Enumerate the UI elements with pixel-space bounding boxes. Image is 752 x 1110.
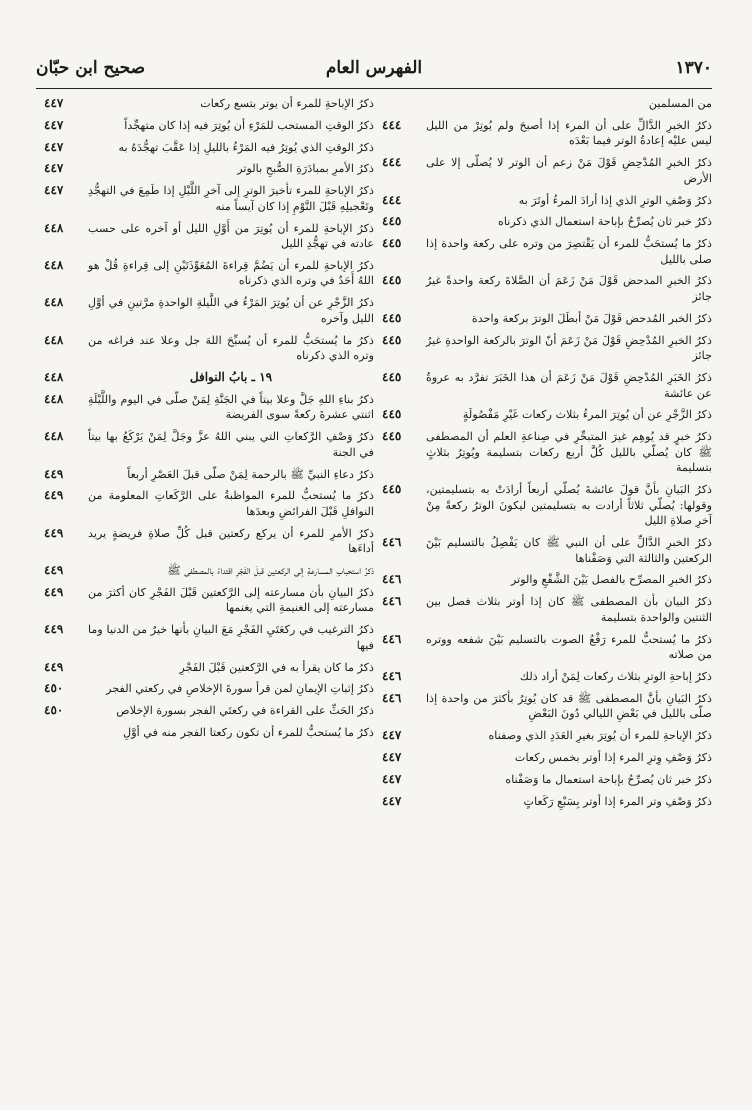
section-heading [44,370,374,386]
entry-text: ذكرُ خبر ثان يُصرِّحُ بإباحة استعمال الذي ذكرناه [497,215,712,229]
entry-text: ١٩ ـ بابُ النوافل [189,370,273,384]
entry-text: ذكرُ الأمرِ للمرء أن يركع ركعتين قبل كُلِّ صلاةِ فريضةٍ يريد أداءَها [88,526,374,556]
index-entry [44,161,374,177]
page-header [36,54,712,88]
entry-page-number: ٤٤٧ [382,771,402,786]
entry-page-number: ٤٤٦ [382,631,402,646]
book-title: صحيح ابن حبّان [36,58,146,78]
entry-text: ذكرُ وَصْفِ الرَّكعاتِ التي يبني اللهُ عزَّ وجَلَّ لِمَنْ يَرْكَعُ بها بيتاً في الجنة [88,430,374,459]
index-entry [382,429,712,476]
index-entry [382,311,712,327]
index-entry [382,572,712,588]
index-entry [44,140,374,156]
entry-text: ذكرُ الوقتِ الذي يُوتِرُ فيه المَرْءُ بالليلِ إذا عَقَّبَ تهجُّدَهُ به [118,140,374,154]
entry-page-number: ٤٤٥ [382,429,402,444]
index-entry [44,96,374,112]
entry-page-number: ٤٤٩ [44,563,64,578]
entry-page-number: ٤٤٥ [382,310,402,325]
index-entry [44,681,374,697]
entry-text: ذكرُ إباحةِ الوترِ بثلاث ركعات لِمَنْ أراد ذلك [519,670,712,683]
entry-text: ذكرُ ما يُستحَبُّ للمرء أن يَقْتصِرَ من وتره على ركعة واحدة إذا صلى بالليل [426,237,712,266]
entry-page-number: ٤٤٥ [382,407,402,422]
entry-text: ذكرُ ما يُستحبُّ للمرء رَفْعُ الصوت بالتسليم بَيْنَ شفعه ووتره من صلاته [426,632,712,662]
index-entry [44,585,374,616]
index-entry [382,273,712,304]
entry-text: ذكرُ الوقتِ المستحب للمَرْءِ أن يُوتِرَ فيه إذا كان متهجِّداً [124,118,374,132]
entry-page-number: ٤٤٨ [44,429,64,444]
entry-page-number: ٤٤٧ [44,183,64,198]
entry-page-number: ٤٤٧ [44,139,64,154]
entry-text: ذكرُ ما يُستحبُّ للمرء أن تكون ركعتا الفجر منه في أوَّلِ [123,725,374,739]
index-entry [44,118,374,134]
index-entry [44,467,374,483]
entry-text: ذكرُ الزَّجْرِ عن أن يُوتِرَ المَرْءُ في اللَّيلةِ الواحدةِ مرَّتينِ في أوَّلِ الليل وآخره [88,296,374,325]
section-title: الفهرس العام [325,58,423,78]
index-entry [382,691,712,722]
entry-text: ذكرُ الحَثِّ على القراءة في ركعتَي الفجر بسورة الإخلاص [116,704,374,718]
entry-text: ذكرُ ما كان يقرأ به في الرَّكعتين قَبْلَ الفَجْرِ [179,660,374,674]
index-entry [382,669,712,685]
index-entry [382,193,712,209]
entry-page-number: ٤٤٨ [44,332,64,347]
index-entry [44,660,374,676]
entry-text: ذكرُ خبر ثان يُصرِّحُ بإباحة استعمال ما وَصَفْناه [505,772,712,786]
index-entry [44,725,374,741]
entry-page-number: ٤٤٤ [382,192,402,207]
index-entry [382,96,712,112]
index-entry [382,214,712,230]
entry-page-number: ٤٤٥ [382,236,402,251]
header-divider [36,88,712,89]
entry-text: ذكرُ وَصْفِ وِترِ المرء إذا أوتر بخمس ركعات [514,750,712,764]
index-entry [44,622,374,653]
entry-text: ذكرُ استحبابِ المسارعةِ إلى الركعتين قبلَ الفَجْرِ اقتداءً بالمصطفى ﷺ [167,564,374,578]
entry-page-number: ٤٤٩ [44,584,64,599]
index-entry [382,535,712,566]
entry-text: ذكرُ وَصْفِ وتر المرء إذا أوتر بِسَبْعِ رَكَعاتٍ [523,794,712,808]
entry-page-number: ٤٤٧ [382,749,402,764]
entry-page-number: ٤٤٥ [382,214,402,229]
entry-page-number: ٤٤٨ [44,220,64,235]
entry-text: ذكرُ الخبرِ المُدْحِضِ قَوْلَ مَنْ زعم أن الوتر لا يُصلّى إلا على الأرض [426,156,712,185]
entry-page-number: ٤٤٦ [382,690,402,705]
index-entry [382,750,712,766]
entry-page-number: ٤٤٩ [44,525,64,540]
entry-text: ذكرُ خبرٍ قد يُوهِم غيرَ المتبحِّرِ في صِناعةِ العلم أن المصطفى ﷺ كان يُصلّي بالليل كُلَّ أربع ركعات بتسليمة ويُوتِرُ بثلاثٍ بتسليمة [426,430,712,475]
entry-text: ذكرُ الخبرِ الدَّالِّ على أن المرء إذا أصبحَ ولم يُوتِرْ من الليل ليس عليْه إعادةُ الوتر فيما بَعْدَه [426,118,712,148]
entry-page-number: ٤٤٩ [44,488,64,503]
entry-page-number: ٤٤٥ [382,482,402,497]
index-entry [44,563,374,579]
index-entry [44,221,374,252]
index-entry [382,482,712,529]
index-entry [44,183,374,214]
entry-page-number: ٤٤٧ [44,96,64,110]
index-entry [44,258,374,289]
index-entry [382,236,712,267]
entry-page-number: ٤٤٥ [382,332,402,347]
index-entry [382,794,712,810]
index-entry [44,429,374,460]
entry-page-number: ٤٤٤ [382,117,402,132]
entry-page-number: ٤٤٨ [44,257,64,272]
entry-text: ذكرُ البيان بأن المصطفى ﷺ كان إذا أوتر بثلاث فصل بين الثنتين والواحدة بتسليمة [426,595,712,624]
entry-text: ذكرُ الإباحةِ للمرء أن يوتر بتسع ركعات [200,97,374,110]
entry-page-number: ٤٤٤ [382,155,402,170]
index-entry [382,772,712,788]
index-entry [382,155,712,186]
entry-text: ذكرُ البَيانِ بأنَّ قولَ عائشةَ يُصلّي أربعاً أرادَتْ به بتسليمتين، وقولها: يُصلّي ثلاثاً أرادت به بتسليمتين ليكونَ الوترُ ركعةً مِنْ آخرِ صلاةِ الليل [426,483,712,528]
entry-page-number: ٤٤٧ [382,793,402,808]
index-entry [382,118,712,149]
entry-text: من المسلمين [648,97,712,110]
entry-text: ذكرُ الإباحةِ للمرء أن يُوتِرَ بغيرِ العَدَدِ الذي وصفناه [488,729,712,743]
entry-text: ذكرُ وَصْفِ الوترِ الذي إذا أرادَ المرءُ أوتَرَ به [518,193,712,207]
index-entry [44,703,374,719]
index-entry [382,728,712,744]
index-entry [382,333,712,364]
index-column-right [382,96,712,809]
index-column-left [44,96,374,741]
entry-text: ذكرُ الخَبَرِ المُدْحِضِ قَوْلَ مَنْ زَعَمَ أن هذا الخَبَرَ تفرَّد به عروةُ عن عائشة [426,371,712,400]
entry-text: ذكرُ الخبرِ الدَّالِّ على أن النبي ﷺ كان يَفْصِلُ بالتسليم بَيْنَ الركعتين والثالثة التي وَصَفْناها [426,536,712,565]
entry-page-number: ٤٤٨ [44,295,64,310]
entry-text: ذكرُ إثباتِ الإيمانِ لمن قرأ سورةَ الإخلاصِ في ركعتي الفجر [106,682,374,696]
entry-text: ذكرُ الخبرِ المُدْحِضِ قَوْلَ مَنْ زَعَمَ أنّ الوترَ بالركعة الواحدةِ غيرُ جائز [426,333,712,363]
index-entry [382,407,712,423]
index-entry [44,392,374,423]
entry-page-number: ٤٤٦ [382,572,402,587]
entry-text: ذكرُ دعاءِ النبيِّ ﷺ بالرحمة لِمَنْ صلّى قبلَ العَصْرِ أربعاً [127,467,374,481]
entry-page-number: ٤٤٧ [44,117,64,132]
entry-text: ذكرُ الإباحةِ للمرء تأخيرَ الوترِ إلى آخرِ اللَّيْلِ إذا طَمِعَ في التهجُّدِ وتَعْجيلِهِ قَبْلَ النَّوْمِ إذا كان آيساً منه [88,184,374,213]
index-entry [44,295,374,326]
entry-page-number: ٤٤٦ [382,535,402,550]
entry-page-number: ٤٤٥ [382,370,402,384]
entry-text: ذكرُ الإباحةِ للمرء أن يُوتِرَ من أَوَّلِ الليل أو آخره على حسب عادته في تهجُّدِ الليل [88,221,374,251]
entry-text: ذكرُ الترغيب في ركعَتَيِ الفَجْرِ مَعَ البيانِ بأنها خيرٌ من الدنيا وما فيها [88,623,374,652]
entry-page-number: ٤٤٥ [382,273,402,288]
index-entry [382,370,712,401]
entry-text: ذكرُ بناءِ اللهِ جَلَّ وعلا بيتاً في الجَنَّةِ لِمَنْ صلّى في اليوم واللَّيْلَةِ اثنتي عشرةَ ركعةً سوى الفريضة [88,392,374,422]
entry-text: ذكرُ الإباحةِ للمرء أن يَضُمَّ قِراءةَ المُعَوِّذَتَيْنِ إلى قِراءةِ قُلْ هو اللهُ أَحَدٌ في وتره الذي ذكرناه [88,258,374,288]
entry-text: ذكرُ الخبرِ المدحض قَوْلَ مَنْ زَعَمَ أن الصَّلاةَ ركعة واحدةً غيرُ جائز [426,274,712,304]
entry-text: ذكرُ ما يُستحَبُّ للمرء أن يُسبِّحَ اللهَ جل وعلا عند فراغه من وتره الذي ذكرناه [88,333,374,363]
index-entry [44,526,374,557]
index-entry [382,632,712,663]
entry-text: ذكرُ البيانِ بأن مسارعته إلى الرَّكعتين قَبْلَ الفَجْرِ كان أكثرَ من مسارعته إلى الغنيمةِ التي يغنمها [88,585,374,615]
entry-page-number: ٤٤٩ [44,466,64,481]
entry-text: ذكرُ ما يُستحبُّ للمرء المواظبةُ على الرَّكَعاتِ المعلومة من النوافلِ قَبْلَ الفرائضِ وبعدَها [88,489,374,518]
entry-page-number: ٤٤٨ [44,391,64,406]
entry-page-number: ٤٤٧ [382,728,402,743]
entry-page-number: ٤٤٧ [44,161,64,176]
entry-text: ذكرُ البَيانِ بأنَّ المصطفى ﷺ قد كان يُوتِرُ بأكثرَ من واحدة إذا صلّى بالليل في بَعْضِ الليالي دُونَ البَعْضِ [426,691,712,721]
entry-text: ذكرُ الزَّجْرِ عن أن يُوتِرَ المرءُ بثلاث ركعات غَيْرِ مَفْصُولَةٍ [462,408,712,422]
entry-page-number: ٤٤٨ [44,370,64,384]
index-entry [44,333,374,364]
entry-page-number: ٤٤٦ [382,669,402,683]
entry-page-number: ٤٥٠ [44,703,64,718]
entry-page-number: ٤٥٠ [44,681,64,696]
entry-page-number: ٤٤٩ [44,659,64,674]
entry-page-number: ٤٤٩ [44,622,64,637]
entry-text: ذكرُ الأمرِ بمبادَرَةِ الصُّبحِ بالوتر [237,162,374,176]
entry-page-number: ٤٤٦ [382,594,402,609]
entry-text: ذكرُ الخبر المُدحض قَوْلَ مَنْ أبطَلَ الوترَ بركعة واحدة [471,311,712,325]
page-number: ١٣٧٠ [675,58,712,78]
index-entry [44,488,374,519]
entry-text: ذكرُ الخبرِ المصرِّح بالفصل بَيْنَ الشَّفْعِ والوتر [510,573,712,587]
index-entry [382,594,712,625]
